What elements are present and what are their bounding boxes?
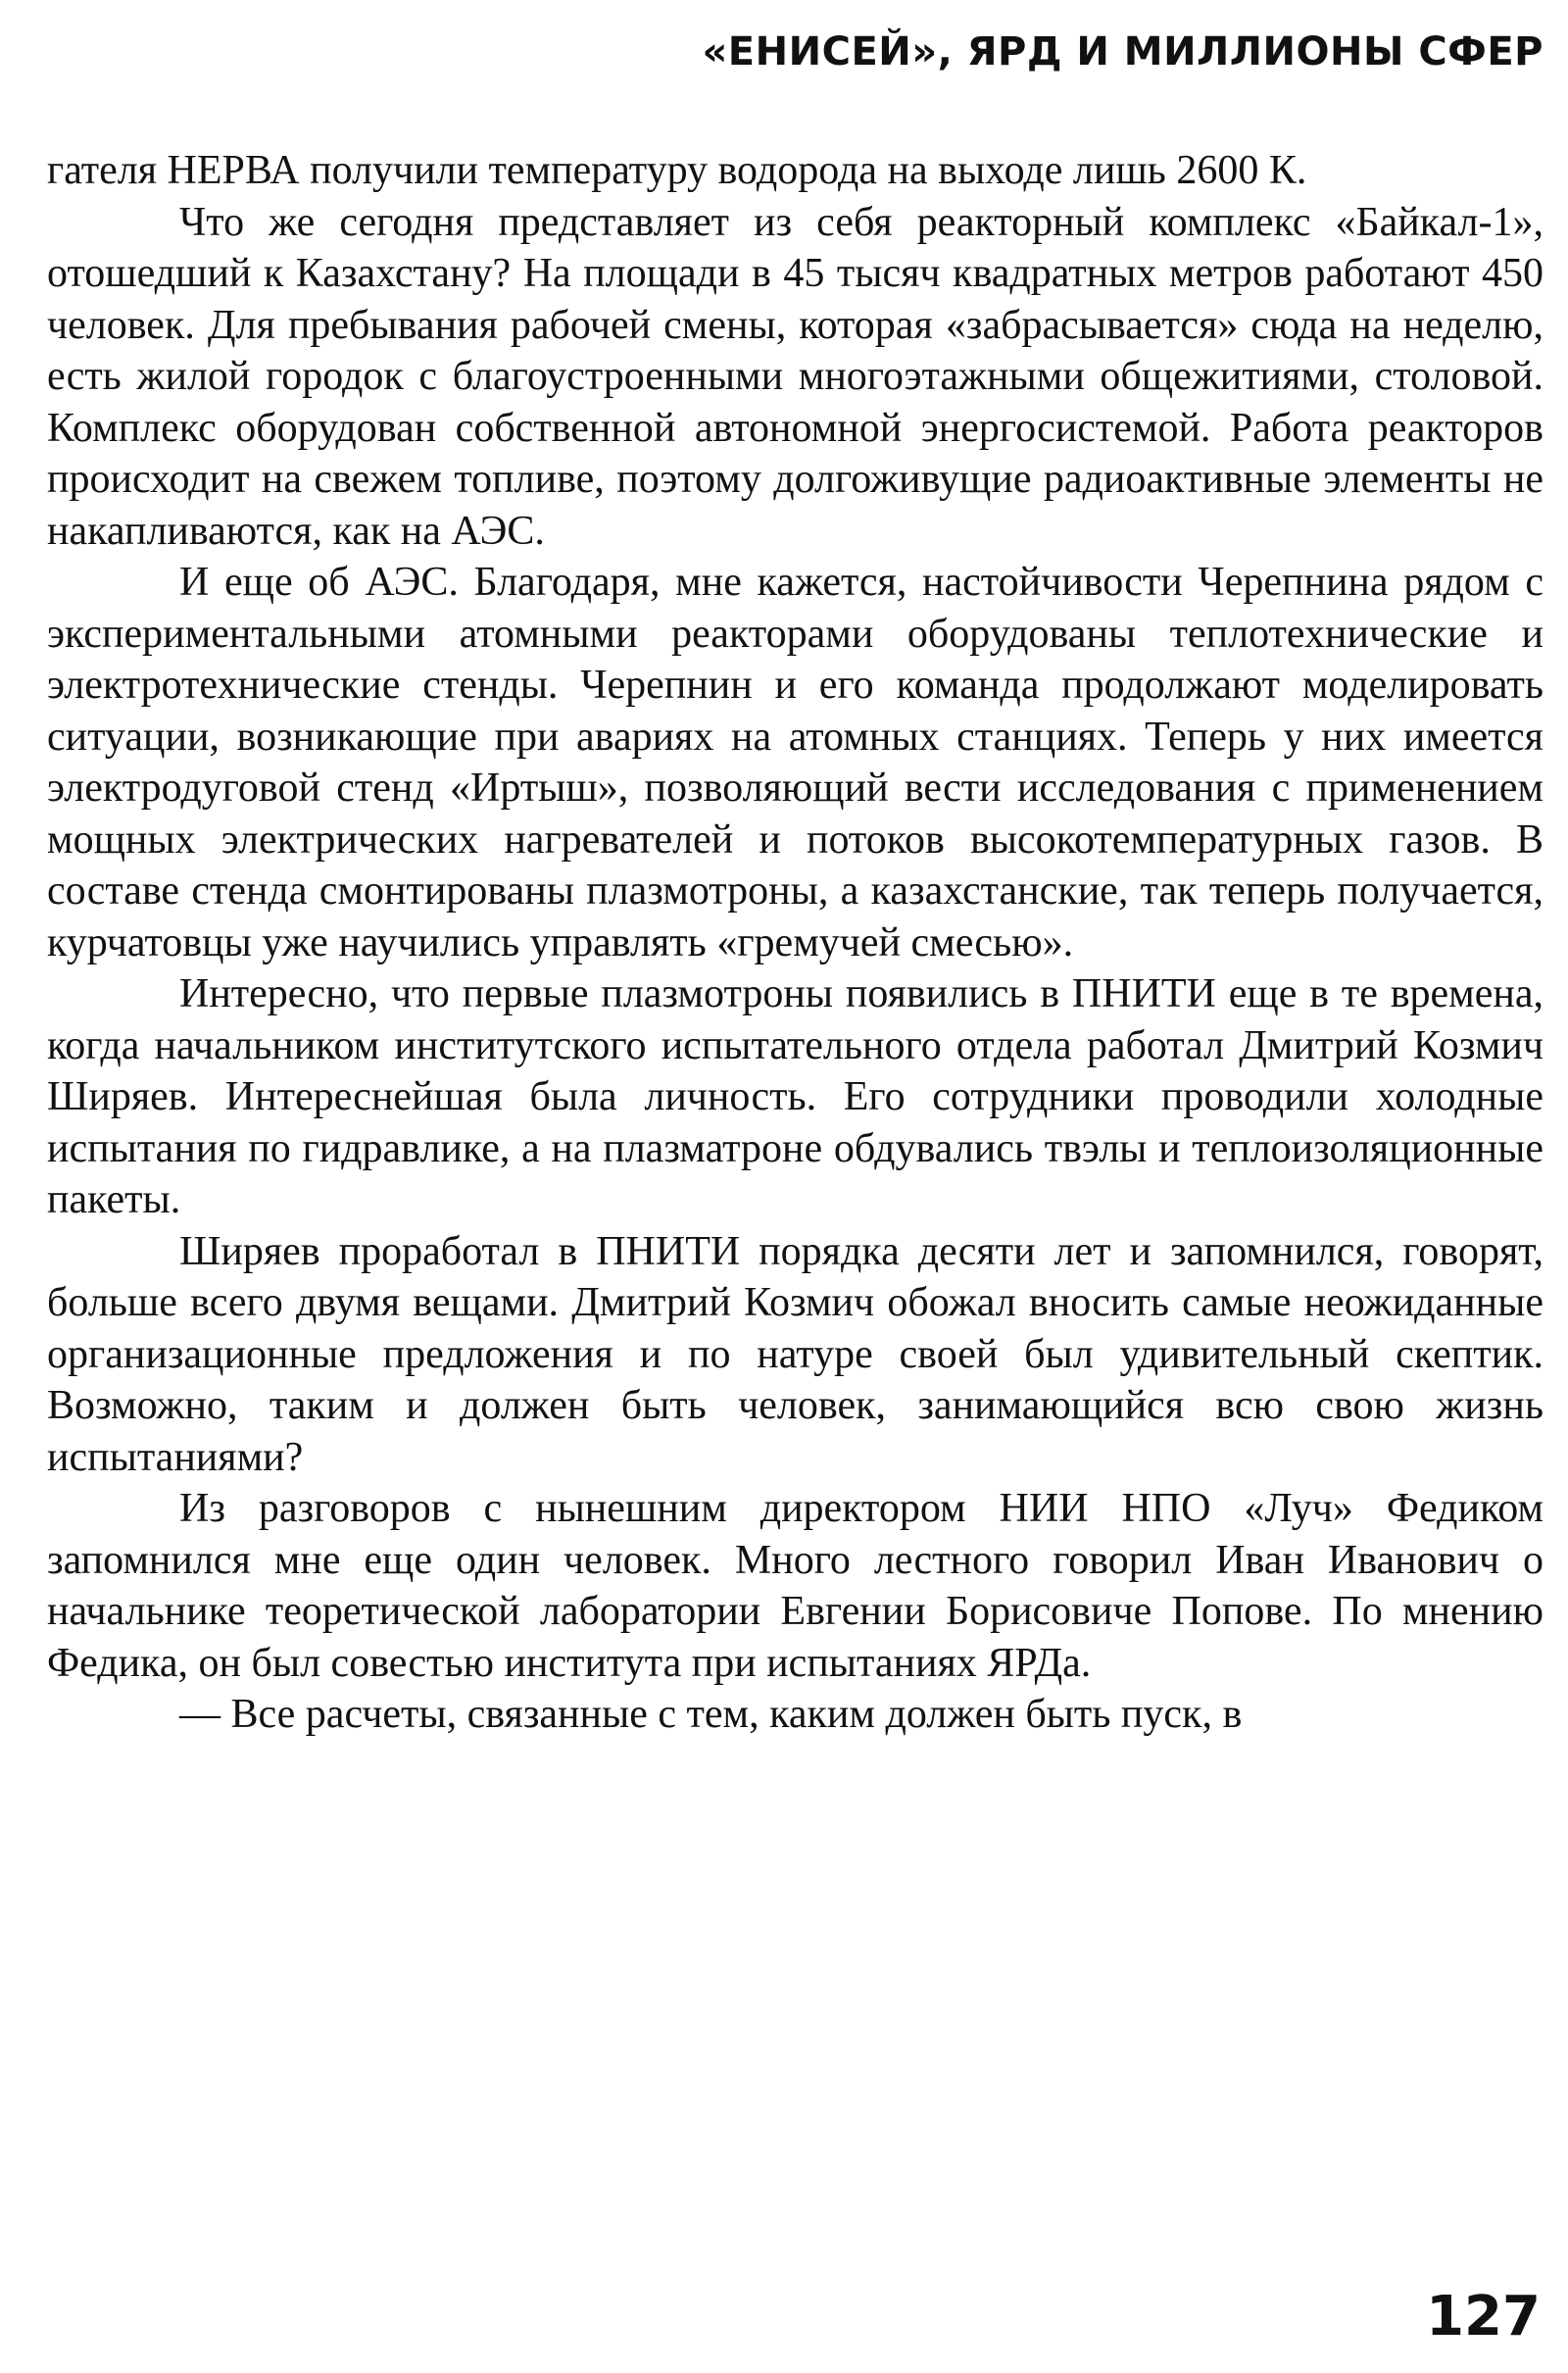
running-head: «ЕНИСЕЙ», ЯРД И МИЛЛИОНЫ СФЕР — [702, 29, 1544, 74]
body-text — [47, 145, 1544, 1741]
paragraph-1: гателя НЕРВА получили температуру водорода на выходе лишь 2600 К. — [47, 148, 1307, 193]
paragraph-6: Из разговоров с нынешним директором НИИ НПО «Луч» Федиком запомнился мне еще один человек. Много лестного говорил Иван Иванович о начальнике теоретической лаборатории Евгении Борисовиче Попове. По мнению Федика, он был совестью института при испытаниях ЯРДа. — [47, 1486, 1544, 1686]
paragraph-3: И еще об АЭС. Благодаря, мне кажется, настойчивости Черепнина рядом с экспериментальными атомными реакторами оборудованы теплотехнические и электротехнические стенды. Черепнин и его команда продолжают моделировать ситуации, возникающие при авариях на атомных станциях. Теперь у них имеется электродуговой стенд «Иртыш», позволяющий вести исследования с применением мощных электрических нагревателей и потоков высокотемпературных газов. В составе стенда смонтированы плазмотроны, а казахстанские, так теперь получается, курчатовцы уже научились управлять «гремучей смесью». — [47, 560, 1544, 965]
paragraph-5: Ширяев проработал в ПНИТИ порядка десяти лет и запомнился, говорят, больше всего двумя вещами. Дмитрий Козмич обожал вносить самые неожиданные организационные предложения и по натуре своей был удивительный скептик. Возможно, таким и должен быть человек, занимающийся всю свою жизнь испытаниями? — [47, 1228, 1544, 1480]
paragraph-2: Что же сегодня представляет из себя реакторный комплекс «Байкал-1», отошедший к Казахстану? На площади в 45 тысяч квадратных метров работают 450 человек. Для пребывания рабочей смены, которая «забрасывается» сюда на неделю, есть жилой городок с благоустроенными многоэтажными общежитиями, столовой. Комплекс оборудован собственной автономной энергосистемой. Работа реакторов происходит на свежем топливе, поэтому долгоживущие радиоактивные элементы не накапливаются, как на АЭС. — [47, 199, 1544, 554]
paragraph-7: — Все расчеты, связанные с тем, каким должен быть пуск, в — [179, 1692, 1243, 1737]
page-number: 127 — [1426, 2285, 1541, 2348]
paragraph-4: Интересно, что первые плазмотроны появились в ПНИТИ еще в те времена, когда начальником институтского испытательного отдела работал Дмитрий Козмич Ширяев. Интереснейшая была личность. Его сотрудники проводили холодные испытания по гидравлике, а на плазматроне обдувались твэлы и теплоизоляционные пакеты. — [47, 971, 1544, 1222]
